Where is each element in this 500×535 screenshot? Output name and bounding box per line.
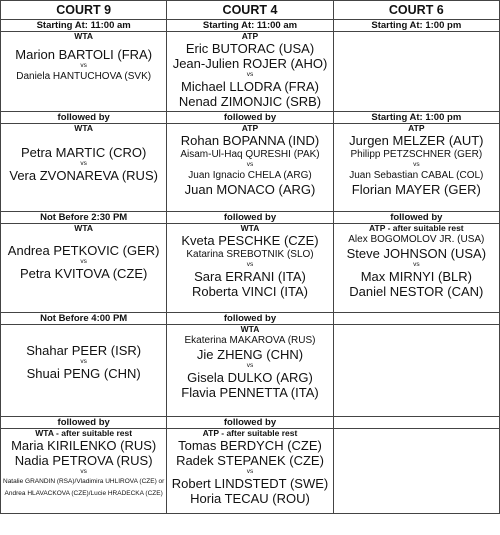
player-name: Philipp PETZSCHNER (GER) (350, 149, 483, 160)
slot-label: followed by (1, 417, 166, 429)
player-name: Jurgen MELZER (AUT) (349, 133, 484, 148)
player-name: Marion BARTOLI (FRA) (15, 47, 153, 62)
vs-label: vs (80, 358, 87, 365)
player-name: Robert LINDSTEDT (SWE) (171, 476, 329, 491)
match-cell (333, 20, 499, 112)
vs-label: vs (413, 261, 420, 268)
match-cell (167, 112, 333, 212)
match-cell (333, 112, 499, 212)
player-name: Juan Ignacio CHELA (ARG) (188, 170, 312, 181)
court-header-row (1, 1, 500, 20)
match-cell (167, 20, 333, 112)
event-type: ATP (241, 31, 259, 41)
player-name: Katarina SREBOTNIK (SLO) (186, 249, 314, 260)
player-name: Ekaterina MAKAROVA (RUS) (184, 335, 316, 346)
player-name: Kveta PESCHKE (CZE) (181, 233, 319, 248)
vs-label: vs (246, 71, 254, 78)
player-name: Sara ERRANI (ITA) (194, 269, 306, 284)
player-name: Florian MAYER (GER) (351, 182, 481, 197)
slot-label (334, 313, 499, 325)
player-name: Max MIRNYI (BLR) (360, 269, 472, 284)
vs-label: vs (80, 258, 87, 265)
match-cell (1, 112, 167, 212)
player-name: Juan MONACO (ARG) (184, 182, 316, 197)
slot-label: Starting At: 1:00 pm (334, 112, 499, 124)
player-name: Michael LLODRA (FRA) (181, 79, 319, 94)
event-type: WTA (240, 324, 260, 334)
player-name: Natalie GRANDIN (RSA)/Vladimira UHLIROVA (CZE) or (3, 478, 165, 485)
player-name: Flavia PENNETTA (ITA) (181, 385, 319, 400)
event-type: WTA (74, 123, 94, 133)
court-header: COURT 6 (333, 1, 499, 20)
vs-label: vs (246, 261, 254, 268)
court-header: COURT 4 (167, 1, 333, 20)
match-cell (167, 212, 333, 313)
player-name: Petra MARTIC (CRO) (20, 145, 147, 160)
slot-label: Not Before 2:30 PM (1, 212, 166, 224)
match-row (1, 313, 500, 417)
slot-label: followed by (334, 212, 499, 224)
event-type: ATP - after suitable rest (369, 223, 464, 233)
player-name: Eric BUTORAC (USA) (185, 41, 315, 56)
match-row (1, 212, 500, 313)
schedule-body (1, 20, 500, 514)
player-name: Juan Sebastian CABAL (COL) (349, 170, 484, 181)
player-name: Vera ZVONAREVA (RUS) (9, 168, 158, 183)
player-name: Daniela HANTUCHOVA (SVK) (16, 71, 152, 82)
vs-label: vs (80, 160, 87, 167)
event-type: ATP - after suitable rest (202, 428, 298, 438)
event-type: ATP (241, 123, 259, 133)
player-name: Andrea HLAVACKOVA (CZE)/Lucie HRADECKA (CZE) (4, 490, 163, 497)
player-name: Andrea PETKOVIC (GER) (7, 243, 160, 258)
event-type: WTA - after suitable rest (35, 428, 133, 438)
event-type: WTA (240, 223, 260, 233)
event-type: ATP (408, 123, 425, 133)
player-name: Roberta VINCI (ITA) (191, 284, 309, 299)
slot-label: followed by (167, 417, 332, 429)
player-name: Shuai PENG (CHN) (26, 366, 141, 381)
slot-label: followed by (167, 313, 332, 325)
vs-label: vs (413, 161, 420, 168)
player-name: Shahar PEER (ISR) (26, 343, 142, 358)
match-cell (1, 20, 167, 112)
slot-label: Not Before 4:00 PM (1, 313, 166, 325)
match-cell (333, 417, 499, 514)
match-cell (1, 417, 167, 514)
match-cell (1, 212, 167, 313)
match-cell (333, 212, 499, 313)
player-name: Maria KIRILENKO (RUS) (11, 438, 157, 453)
player-name: Alex BOGOMOLOV JR. (USA) (348, 234, 485, 245)
player-name: Aisam-Ul-Haq QURESHI (PAK) (180, 149, 320, 160)
match-row (1, 112, 500, 212)
player-name: Gisela DULKO (ARG) (187, 370, 313, 385)
slot-label: Starting At: 1:00 pm (334, 20, 499, 32)
player-name: Jean-Julien ROJER (AHO) (172, 56, 328, 71)
event-type: WTA (74, 31, 94, 41)
slot-label: Starting At: 11:00 am (167, 20, 332, 32)
match-row (1, 20, 500, 112)
match-cell (167, 313, 333, 417)
vs-label: vs (80, 468, 87, 475)
player-name: Daniel NESTOR (CAN) (349, 284, 484, 299)
vs-label: vs (246, 468, 254, 475)
match-cell (1, 313, 167, 417)
event-type: WTA (74, 223, 94, 233)
player-name: Steve JOHNSON (USA) (346, 246, 487, 261)
player-name: Nenad ZIMONJIC (SRB) (178, 94, 322, 109)
slot-label: followed by (167, 112, 332, 124)
player-name: Nadia PETROVA (RUS) (14, 453, 153, 468)
match-row (1, 417, 500, 514)
slot-label (334, 417, 499, 429)
vs-label: vs (246, 362, 254, 369)
court-header: COURT 9 (1, 1, 167, 20)
player-name: Rohan BOPANNA (IND) (180, 133, 320, 148)
slot-label: followed by (167, 212, 332, 224)
player-name: Radek STEPANEK (CZE) (176, 453, 324, 468)
slot-label: Starting At: 11:00 am (1, 20, 166, 32)
player-name: Tomas BERDYCH (CZE) (178, 438, 322, 453)
match-cell (167, 417, 333, 514)
vs-label: vs (246, 161, 254, 168)
vs-label: vs (80, 62, 87, 69)
slot-label: followed by (1, 112, 166, 124)
player-name: Jie ZHENG (CHN) (196, 347, 304, 362)
player-name: Petra KVITOVA (CZE) (19, 266, 148, 281)
player-name: Horia TECAU (ROU) (190, 491, 310, 506)
match-cell (333, 313, 499, 417)
